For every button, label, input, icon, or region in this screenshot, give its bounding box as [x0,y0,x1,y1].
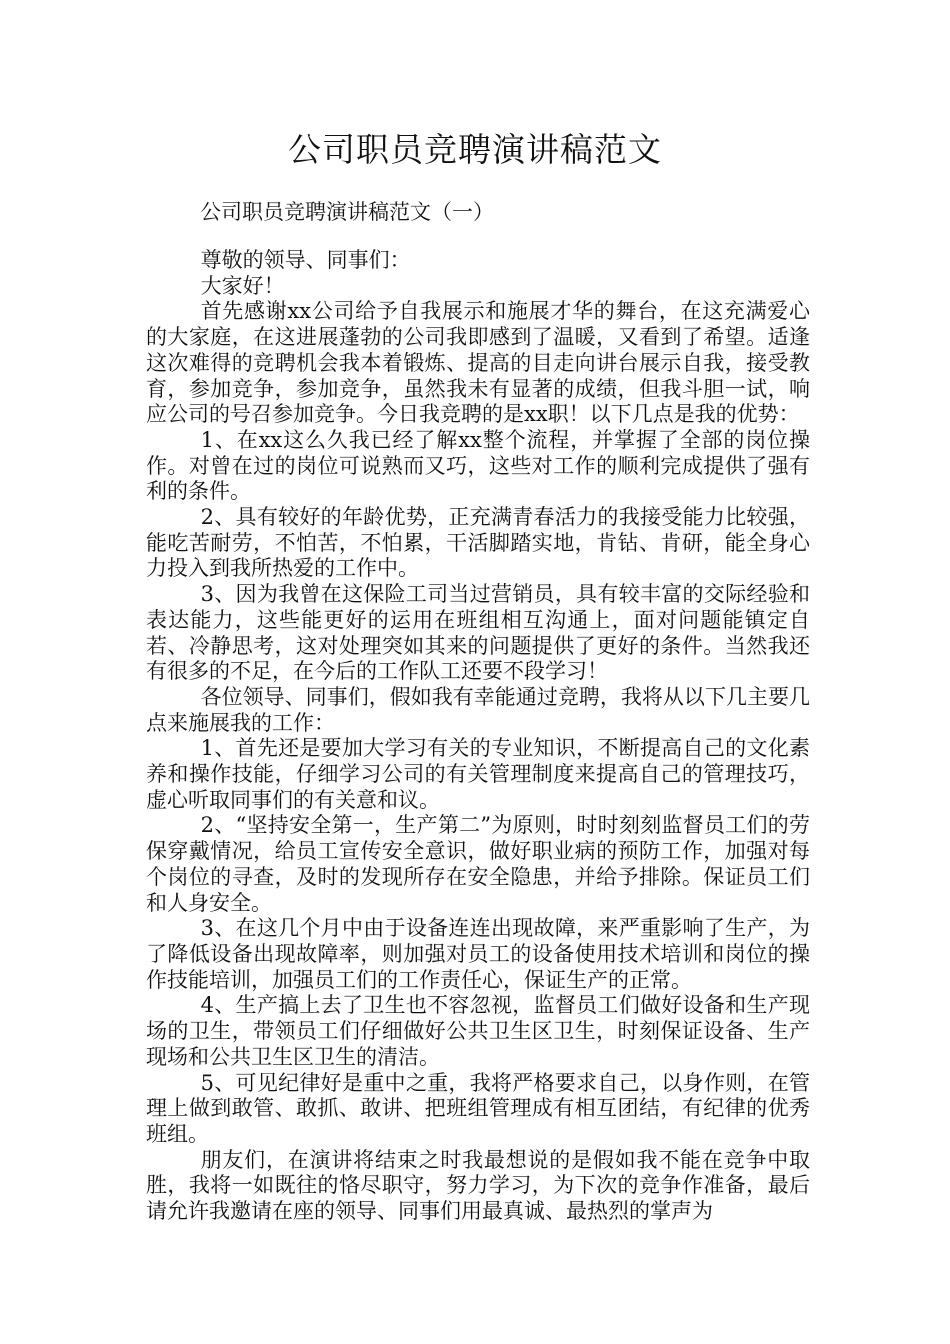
document-title: 公司职员竞聘演讲稿范文 [288,130,662,169]
greeting: 大家好！ [200,273,285,298]
document-subtitle: 公司职员竞聘演讲稿范文（一） [200,200,494,224]
document-body [146,248,810,1225]
plan-4: 4、生产搞上去了卫生也不容忽视，监督员工们做好设备和生产现场的卫生，带领员工们仔细做好公共卫生区卫生，时刻保证设备、生产现场和公共卫生区卫生的清洁。 [146,993,810,1069]
plan-3: 3、在这几个月中由于设备连连出现故障，来严重影响了生产，为了降低设备出现故障率，则加强对员工的设备使用技术培训和岗位的操作技能培训，加强员工们的工作责任心，保证生产的正常。 [146,916,810,992]
advantage-1: 1、在xx这么久我已经了解xx整个流程，并掌握了全部的岗位操作。对曾在过的岗位可说熟而又巧，这些对工作的顺利完成提供了强有利的条件。 [146,427,810,504]
plan-intro: 各位领导、同事们，假如我有幸能通过竞聘，我将从以下几主要几点来施展我的工作： [146,684,810,735]
salutation: 尊敬的领导、同事们： [200,248,411,272]
plan-2: 2、“坚持安全第一，生产第二”为原则，时时刻刻监督员工们的劳保穿戴情况，给员工宣传安全意识，做好职业病的预防工作，加强对每个岗位的寻查，及时的发现所存在安全隐患，并给予排除。保证员工们和人身安全。 [146,813,810,915]
advantage-2: 2、具有较好的年龄优势，正充满青春活力的我接受能力比较强，能吃苦耐劳，不怕苦，不怕累，干活脚踏实地，肯钻、肯研，能全身心力投入到我所热爱的工作中。 [146,505,810,581]
intro-paragraph: 首先感谢xx公司给予自我展示和施展才华的舞台，在这充满爱心的大家庭，在这进展蓬勃的公司我即感到了温暖，又看到了希望。适逢这次难得的竞聘机会我本着锻炼、提高的目走向讲台展示自我，接受教育，参加竞争，参加竞争，虽然我未有显著的成绩，但我斗胆一试，响应公司的号召参加竞争。今日我竞聘的是xx职！以下几点是我的优势： [146,299,810,427]
plan-1: 1、首先还是要加大学习有关的专业知识，不断提高自己的文化素养和操作技能，仔细学习公司的有关管理制度来提高自己的管理技巧，虚心听取同事们的有关意和议。 [146,736,810,812]
plan-5: 5、可见纪律好是重中之重，我将严格要求自己，以身作则，在管理上做到敢管、敢抓、敢讲、把班组管理成有相互团结，有纪律的优秀班组。 [146,1070,810,1146]
advantage-3: 3、因为我曾在这保险工司当过营销员，具有较丰富的交际经验和表达能力，这些能更好的运用在班组相互沟通上，面对问题能镇定自若、冷静思考，这对处理突如其来的问题提供了更好的条件。当然我还有很多的不足，在今后的工作队工还要不段学习！ [146,582,810,684]
closing-paragraph: 朋友们，在演讲将结束之时我最想说的是假如我不能在竞争中取胜，我将一如既往的恪尽职守，努力学习，为下次的竞争作准备，最后请允许我邀请在座的领导、同事们用最真诚、最热烈的掌声为 [146,1147,810,1224]
